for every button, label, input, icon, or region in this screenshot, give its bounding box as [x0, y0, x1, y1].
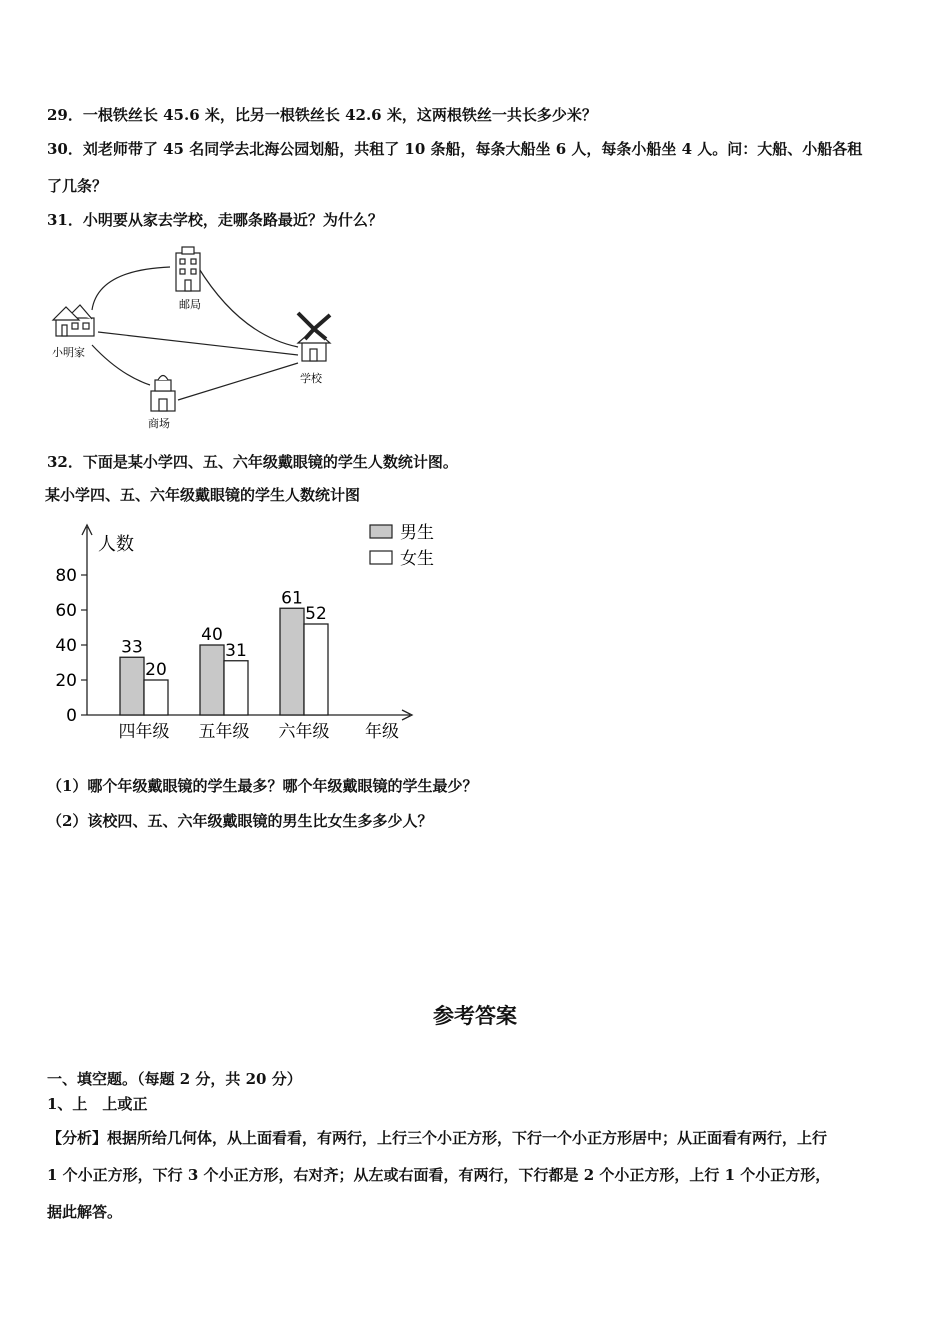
- analysis-line-3: 据此解答。: [47, 1203, 123, 1221]
- x-axis-label: 年级: [365, 722, 399, 742]
- bar-male: [280, 608, 304, 715]
- legend-label-male: 男生: [400, 523, 434, 543]
- legend-swatch-female: [370, 551, 392, 564]
- legend-swatch-male: [370, 525, 392, 538]
- bar-value-label: 20: [145, 660, 167, 680]
- category-label: 六年级: [278, 722, 330, 742]
- category-label: 五年级: [198, 722, 250, 742]
- y-tick-label: 60: [55, 601, 77, 621]
- question-30-line2: 了几条？: [47, 177, 108, 195]
- post-office-icon: [176, 247, 200, 291]
- answer-1: 1、上 上或正: [47, 1095, 148, 1113]
- y-tick-label: 40: [55, 636, 77, 656]
- route-home-school: [98, 332, 298, 355]
- sub-question-2: （2）该校四、五、六年级戴眼镜的男生比女生多多少人？: [47, 812, 433, 830]
- question-30-line1: 30．刘老师带了 45 名同学去北海公园划船，共租了 10 条船，每条大船坐 6 人，每条小船坐 4 人。问：大船、小船各租: [47, 140, 863, 158]
- bar-male: [120, 657, 144, 715]
- school-icon: [298, 313, 330, 361]
- bar-female: [224, 661, 248, 715]
- route-mall-school: [178, 363, 298, 400]
- question-32: 32．下面是某小学四、五、六年级戴眼镜的学生人数统计图。: [47, 453, 458, 471]
- bar-value-label: 31: [225, 640, 247, 661]
- route-post-school: [198, 267, 298, 347]
- y-axis-label: 人数: [98, 534, 134, 555]
- label-home: 小明家: [52, 346, 85, 359]
- bar-value-label: 40: [201, 625, 223, 645]
- question-31: 31．小明要从家去学校，走哪条路最近？为什么？: [47, 211, 383, 229]
- chart-caption: 某小学四、五、六年级戴眼镜的学生人数统计图: [45, 486, 361, 504]
- label-mall: 商场: [148, 417, 170, 430]
- legend-label-female: 女生: [400, 549, 434, 569]
- section-1-heading: 一、填空题。（每题 2 分，共 20 分）: [47, 1070, 302, 1088]
- category-label: 四年级: [118, 722, 170, 742]
- bar-value-label: 52: [305, 604, 327, 624]
- label-school: 学校: [300, 372, 322, 385]
- analysis-line-2: 1 个小正方形，下行 3 个小正方形，右对齐；从左或右面看，有两行，下行都是 2 个小正方形，上行 1 个小正方形，: [47, 1166, 831, 1184]
- label-post-office: 邮局: [179, 298, 201, 311]
- route-home-post: [92, 267, 170, 310]
- mall-icon: [151, 376, 175, 412]
- y-tick-label: 80: [55, 566, 77, 586]
- route-home-mall: [92, 345, 150, 385]
- sub-question-1: （1）哪个年级戴眼镜的学生最多？哪个年级戴眼镜的学生最少？: [47, 777, 478, 795]
- answers-title: 参考答案: [433, 1003, 517, 1028]
- bar-female: [144, 680, 168, 715]
- y-tick-label: 20: [55, 671, 77, 691]
- y-tick-label: 0: [66, 706, 77, 726]
- bar-female: [304, 624, 328, 715]
- question-29: 29．一根铁丝长 45.6 米，比另一根铁丝长 42.6 米，这两根铁丝一共长多少米？: [47, 106, 597, 124]
- bar-value-label: 33: [121, 637, 143, 658]
- house-icon: [53, 305, 94, 336]
- bar-male: [200, 645, 224, 715]
- analysis-line-1: 【分析】根据所给几何体，从上面看看，有两行，上行三个小正方形，下行一个小正方形居中；从正面看有两行，上行: [47, 1129, 828, 1147]
- bar-value-label: 61: [281, 588, 303, 609]
- route-map: [0, 235, 400, 435]
- bar-chart: [40, 515, 434, 755]
